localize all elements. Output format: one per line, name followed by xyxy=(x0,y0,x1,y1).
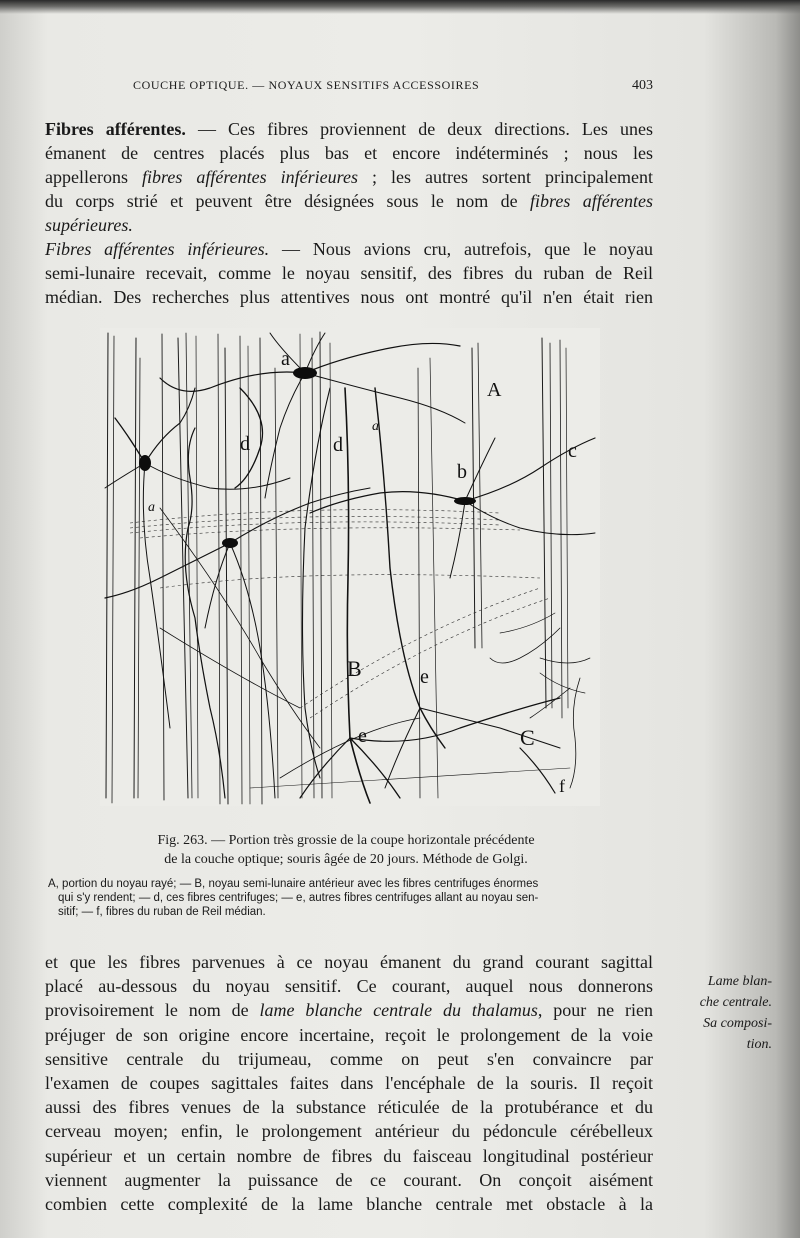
page-number: 403 xyxy=(632,78,653,93)
text-line: aussi des fibres venues de la substance réticulée de la protubérance et du xyxy=(45,1097,653,1118)
text-line: émanent de centres placés plus bas et encore indéterminés ; nous les xyxy=(45,143,653,163)
text-line: sensitive centrale du trijumeau, comme on peut s'en convaincre par xyxy=(45,1048,653,1069)
section-heading: Fibres afférentes inférieures. xyxy=(45,239,270,259)
paragraph-central-lamina xyxy=(45,950,653,1216)
margin-note-line: Lame blan- xyxy=(707,974,772,989)
margin-note-line: tion. xyxy=(746,1037,772,1052)
legend-line: sitif; — f, fibres du ruban de Reil médian. xyxy=(58,906,266,918)
margin-note xyxy=(662,971,772,1055)
text-line: médian. Des recherches plus attentives nous ont montré qu'il n'en était rien xyxy=(45,287,653,307)
text-run: ; les autres sortent principalement xyxy=(358,167,654,187)
text-run: du corps strié et peuvent être désignées sous le nom de xyxy=(45,191,530,211)
label-c: c xyxy=(568,440,577,462)
text-line: et que les fibres parvenues à ce noyau émanent du grand courant sagittal xyxy=(45,952,653,972)
figure-legend xyxy=(48,877,638,919)
text-run: provisoirement le nom de xyxy=(45,1000,260,1021)
margin-note-line: Sa composi- xyxy=(703,1016,772,1031)
text-line: placé au-dessous du noyau sensitif. Ce courant, auquel nous donnerons xyxy=(45,976,653,997)
text-line: combien cette complexité de la lame blanche centrale met obstacle à la xyxy=(45,1194,653,1215)
label-C: C xyxy=(520,725,535,750)
caption-line: Fig. 263. — Portion très grossie de la coupe horizontale précédente xyxy=(157,833,535,848)
page-edge-shadow xyxy=(0,0,800,14)
figure-caption xyxy=(86,831,606,869)
text-line xyxy=(45,165,653,189)
caption-line: de la couche optique; souris âgée de 20 jours. Méthode de Golgi. xyxy=(164,852,528,867)
text-line: l'examen de coupes sagittales faites dans l'encéphale de la souris. Il reçoit xyxy=(45,1073,653,1094)
text-line xyxy=(45,189,653,213)
paragraph-inferior-fibres xyxy=(45,237,653,309)
italic-term: fibres afférentes inférieures xyxy=(142,167,358,187)
label-b: b xyxy=(457,461,467,483)
text-line: cerveau moyen; enfin, le prolongement antérieur du pédoncule cérébelleux xyxy=(45,1121,653,1142)
label-d-left: d xyxy=(240,433,250,455)
italic-term: lame blanche centrale du thalamus xyxy=(259,1000,538,1021)
text-line xyxy=(45,998,653,1022)
label-alpha: a xyxy=(148,500,155,515)
text-run: — Ces fibres proviennent de deux directions. Les unes xyxy=(185,119,653,139)
text-line: supérieures. xyxy=(45,215,133,235)
text-line: supérieur et un certain nombre de fibres du faisceau longitudinal postérieur xyxy=(45,1145,653,1166)
label-A: A xyxy=(487,379,502,401)
golgi-figure-263 xyxy=(100,328,600,806)
section-heading: Fibres afférentes. xyxy=(45,119,186,139)
text-line: viennent augmenter la puissance de ce courant. On conçoit aisément xyxy=(45,1169,653,1190)
text-run: , pour ne rien xyxy=(537,1000,653,1021)
label-a-top: a xyxy=(281,348,290,370)
label-e-right: e xyxy=(420,666,429,688)
text-line xyxy=(45,117,653,141)
legend-line: A, portion du noyau rayé; — B, noyau semi-lunaire antérieur avec les fibres centrifuges énormes xyxy=(48,878,539,890)
label-B: B xyxy=(347,656,362,681)
legend-line: qui s'y rendent; — d, ces fibres centrifuges; — e, autres fibres centrifuges allant au noyau sen- xyxy=(58,892,539,904)
running-head: COUCHE OPTIQUE. — NOYAUX SENSITIFS ACCESSOIRES xyxy=(133,78,480,92)
label-f: f xyxy=(559,776,565,796)
text-line: semi-lunaire recevait, comme le noyau sensitif, des fibres du ruban de Reil xyxy=(45,263,653,283)
label-d-mid: d xyxy=(333,434,343,456)
margin-note-line: che centrale. xyxy=(699,995,772,1010)
text-run: — Nous avions cru, autrefois, que le noyau xyxy=(269,239,653,259)
paragraph-afferent-fibres xyxy=(45,117,653,237)
label-a-small: a xyxy=(372,419,379,434)
italic-term: fibres afférentes xyxy=(529,191,654,211)
label-e-bottom: e xyxy=(358,725,367,747)
neuron-drawing xyxy=(100,328,600,806)
text-run: appellerons xyxy=(45,167,142,187)
page-header xyxy=(0,78,800,98)
text-line xyxy=(45,237,653,261)
text-line: préjuger de son origine encore incertaine, reçoit le prolongement de la voie xyxy=(45,1024,653,1045)
